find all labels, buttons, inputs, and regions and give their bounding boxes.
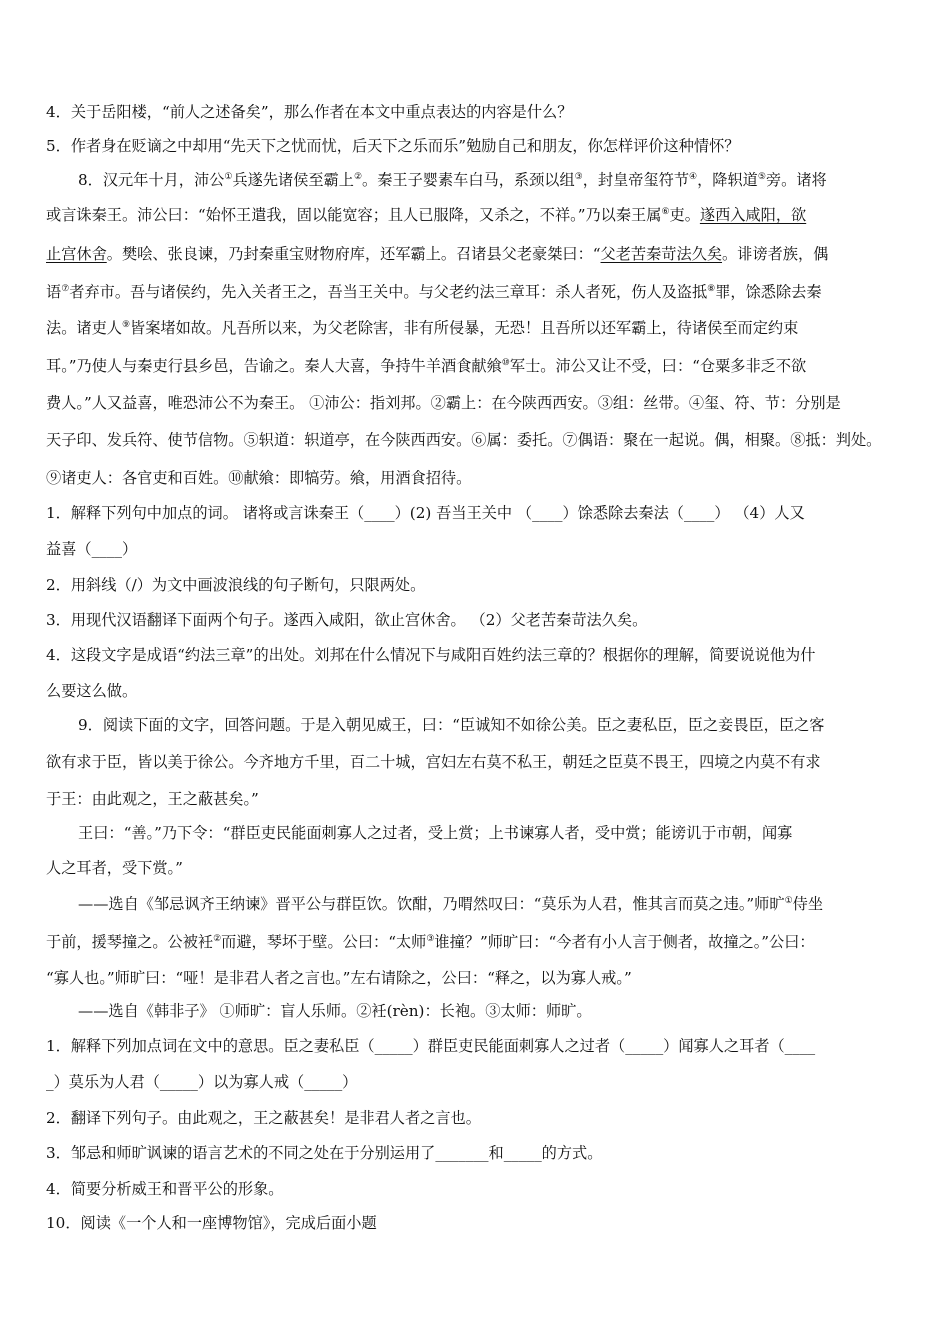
line-text	[78, 823, 792, 843]
text-run: 侍坐	[792, 895, 824, 913]
passage-9-line	[46, 968, 910, 988]
text-run: 语	[46, 283, 62, 301]
footnote-marker: ⑥	[661, 207, 670, 217]
passage-9-line	[46, 789, 910, 809]
line-text	[46, 610, 647, 630]
footnote-marker: ⑧	[707, 284, 716, 294]
text-run: 1．解释下列句中加点的词。 诸将或言诛秦王（____）(2) 吾当王关中 （____）馀悉除去秦法（____） （4）人又	[46, 504, 805, 522]
text-run: 4．关于岳阳楼，“前人之述备矣”，那么作者在本文中重点表达的内容是什么？	[46, 103, 573, 121]
footnote-marker: ②	[353, 172, 363, 182]
passage-8-notes	[46, 430, 910, 450]
line-text	[46, 752, 821, 772]
line-text	[46, 205, 806, 225]
q8-sub-1	[46, 503, 910, 523]
text-run: 军士。沛公又让不受，曰：“仓粟多非乏不欲	[509, 357, 807, 375]
text-run: ⑨诸吏人：各官吏和百姓。⑩献飨：即犒劳。飨，用酒食招待。	[46, 469, 472, 487]
line-text	[46, 858, 183, 878]
q9-sub-2	[46, 1108, 910, 1128]
text-run: “寡人也。”师旷曰：“哑！是非君人者之言也。”左右请除之，公曰：“释之，以为寡人戒。”	[46, 969, 632, 987]
text-run: 4．这段文字是成语“约法三章”的出处。刘邦在什么情况下与咸阳百姓约法三章的？根据你的理解，简要说说他为什	[46, 646, 816, 664]
text-run: 皆案堵如故。凡吾所以来，为父老除害，非有所侵暴，无恐！且吾所以还军霸上，待诸侯至而定约束	[130, 319, 799, 337]
text-run: 而避，琴坏于壁。公曰：“太师	[221, 933, 427, 951]
line-text	[46, 318, 798, 338]
line-text	[46, 1179, 283, 1199]
passage-9-line	[78, 823, 910, 843]
q9-sub-3	[46, 1143, 910, 1163]
text-run: 吏。	[669, 206, 700, 224]
underlined-text: 父老苦秦苛法久矣	[600, 245, 723, 263]
text-run: 欲有求于臣，皆以美于徐公。今齐地方千里，百二十城，宫妇左右莫不私王，朝廷之臣莫不畏王，四境之内莫不有求	[46, 753, 821, 771]
footnote-marker: ⑩	[501, 358, 510, 368]
q8-sub-4-cont	[46, 681, 910, 701]
text-run: ，封皇帝玺符节	[582, 171, 690, 189]
text-run: 8．汉元年十月，沛公	[78, 171, 225, 189]
line-text	[46, 503, 805, 523]
question-5	[46, 136, 910, 156]
text-run: 法。诸吏人	[46, 319, 122, 337]
line-text	[78, 1001, 592, 1021]
text-run: 耳。”乃使人与秦吏行县乡邑，告谕之。秦人大喜，争持牛羊酒食献飨	[46, 357, 502, 375]
line-text	[78, 170, 827, 190]
line-text	[46, 244, 828, 264]
passage-8-line	[46, 393, 910, 413]
text-run: 1．解释下列加点词在文中的意思。臣之妻私臣（_____）群臣吏民能面刺寡人之过者（_____）闻寡人之耳者（____	[46, 1037, 816, 1055]
footnote-marker: ③	[426, 934, 435, 944]
text-run: 。秦王子婴素车白马，系颈以组	[362, 171, 575, 189]
passage-8-line	[46, 282, 910, 302]
text-run: 或言诛秦王。沛公曰：“始怀王遣我，固以能宽容；且人已服降，又杀之，不祥。”乃以秦王属	[46, 206, 662, 224]
footnote-marker: ③	[574, 172, 583, 182]
line-text	[46, 1213, 377, 1233]
text-run: 罪，馀悉除去秦	[715, 283, 822, 301]
q8-sub-2	[46, 575, 910, 595]
line-text	[46, 282, 822, 302]
passage-9-line	[46, 932, 910, 952]
line-text	[46, 681, 137, 701]
text-run: 兵遂先诸侯至霸上	[232, 171, 354, 189]
passage-8-line	[46, 205, 910, 225]
text-run: _）莫乐为人君（_____）以为寡人戒（_____）	[46, 1073, 358, 1091]
text-run: 5．作者身在贬谪之中却用“先天下之忧而忧，后天下之乐而乐”勉励自己和朋友，你怎样评价这种情怀？	[46, 137, 740, 155]
text-run: 者弃市。吾与诸侯约，先入关者王之，吾当王关中。与父老约法三章耳：杀人者死，伤人及盗抵	[69, 283, 708, 301]
footnote-marker: ⑤	[757, 172, 766, 182]
text-run: 人之耳者，受下赏。”	[46, 859, 183, 877]
text-run: ——选自《韩非子》 ①师旷：盲人乐师。②衽(rèn)：长袍。③太师：师旷。	[78, 1002, 592, 1020]
line-text	[46, 430, 881, 450]
q9-sub-4	[46, 1179, 910, 1199]
text-run: ——选自《邹忌讽齐王纳谏》晋平公与群臣饮。饮酣，乃喟然叹曰：“莫乐为人君，惟其言而莫之违。”师旷	[78, 895, 785, 913]
q9-sub-1	[46, 1036, 910, 1056]
text-run: 3．用现代汉语翻译下面两个句子。遂西入咸阳，欲止宫休舍。 （2）父老苦秦苛法久矣。	[46, 611, 648, 629]
line-text	[46, 645, 815, 665]
text-run: 费人。”人又益喜，唯恐沛公不为秦王。 ①沛公：指刘邦。②霸上：在今陕西西安。③组：丝带。④玺、符、节：分别是	[46, 394, 841, 412]
text-run: 9．阅读下面的文字，回答问题。于是入朝见威王，曰：“臣诚知不如徐公美。臣之妻私臣，臣之妾畏臣，臣之客	[78, 716, 825, 734]
line-text	[46, 1036, 815, 1056]
passage-8-line	[46, 318, 910, 338]
line-text	[46, 136, 739, 156]
text-run: ，降轵道	[697, 171, 758, 189]
passage-8-line	[46, 356, 910, 376]
text-run: 4．简要分析威王和晋平公的形象。	[46, 1180, 284, 1198]
text-run: 谁撞？”师旷曰：“今者有小人言于侧者，故撞之。”公曰：	[434, 933, 815, 951]
passage-9-line	[46, 752, 910, 772]
footnote-marker: ⑦	[61, 284, 70, 294]
text-run: 天子印、发兵符、使节信物。⑤轵道：轵道亭，在今陕西西安。⑥属：委托。⑦偶语：聚在一起说。偶，相聚。⑧抵：判处。	[46, 431, 882, 449]
line-text	[46, 356, 806, 376]
passage-9-line	[78, 715, 910, 735]
passage-9-notes	[78, 1001, 910, 1021]
footnote-marker: ②	[213, 934, 222, 944]
underlined-text: 遂西入咸阳，欲	[699, 206, 807, 224]
text-run: 2．用斜线（/）为文中画波浪线的句子断句，只限两处。	[46, 576, 426, 594]
q9-sub-1-cont	[46, 1072, 910, 1092]
question-4	[46, 102, 910, 122]
footnote-marker: ①	[224, 172, 233, 182]
text-run: 3．邹忌和师旷讽谏的语言艺术的不同之处在于分别运用了_______和_____的方式。	[46, 1144, 603, 1162]
q8-sub-4	[46, 645, 910, 665]
passage-9-line	[78, 894, 910, 914]
text-run: 王曰：“善。”乃下令：“群臣吏民能面刺寡人之过者，受上赏；上书谏寡人者，受中赏；能谤讥于市朝，闻寡	[78, 824, 793, 842]
passage-8-line	[46, 244, 910, 264]
line-text	[46, 1072, 357, 1092]
line-text	[46, 789, 259, 809]
line-text	[46, 932, 815, 952]
text-run: 。樊哙、张良谏，乃封秦重宝财物府库，还军霸上。召诸县父老豪桀曰：“	[106, 245, 601, 263]
q8-sub-1-cont	[46, 539, 910, 559]
line-text	[46, 393, 841, 413]
line-text	[46, 102, 572, 122]
line-text	[46, 1143, 602, 1163]
underlined-text: 止宫休舍	[46, 245, 107, 263]
line-text	[78, 715, 824, 735]
text-run: 10．阅读《一个人和一座博物馆》，完成后面小题	[46, 1214, 377, 1232]
footnote-marker: ⑨	[121, 320, 131, 330]
line-text	[46, 539, 137, 559]
text-run: 2．翻译下列句子。由此观之，王之蔽甚矣！是非君人者之言也。	[46, 1109, 481, 1127]
text-run: 益喜（____）	[46, 540, 138, 558]
line-text	[46, 968, 632, 988]
passage-9-line	[46, 858, 910, 878]
passage-8-line	[78, 170, 910, 190]
line-text	[46, 468, 471, 488]
question-10	[46, 1213, 910, 1233]
line-text	[46, 1108, 481, 1128]
footnote-marker: ④	[689, 172, 698, 182]
text-run: 旁。诸将	[765, 171, 827, 189]
footnote-marker: ①	[784, 896, 793, 906]
line-text	[46, 575, 425, 595]
passage-8-notes	[46, 468, 910, 488]
line-text	[78, 894, 823, 914]
text-run: 。诽谤者族，偶	[722, 245, 829, 263]
text-run: 于前，援琴撞之。公被衽	[46, 933, 214, 951]
text-run: 么要这么做。	[46, 682, 138, 700]
text-run: 于王：由此观之，王之蔽甚矣。”	[46, 790, 259, 808]
q8-sub-3	[46, 610, 910, 630]
